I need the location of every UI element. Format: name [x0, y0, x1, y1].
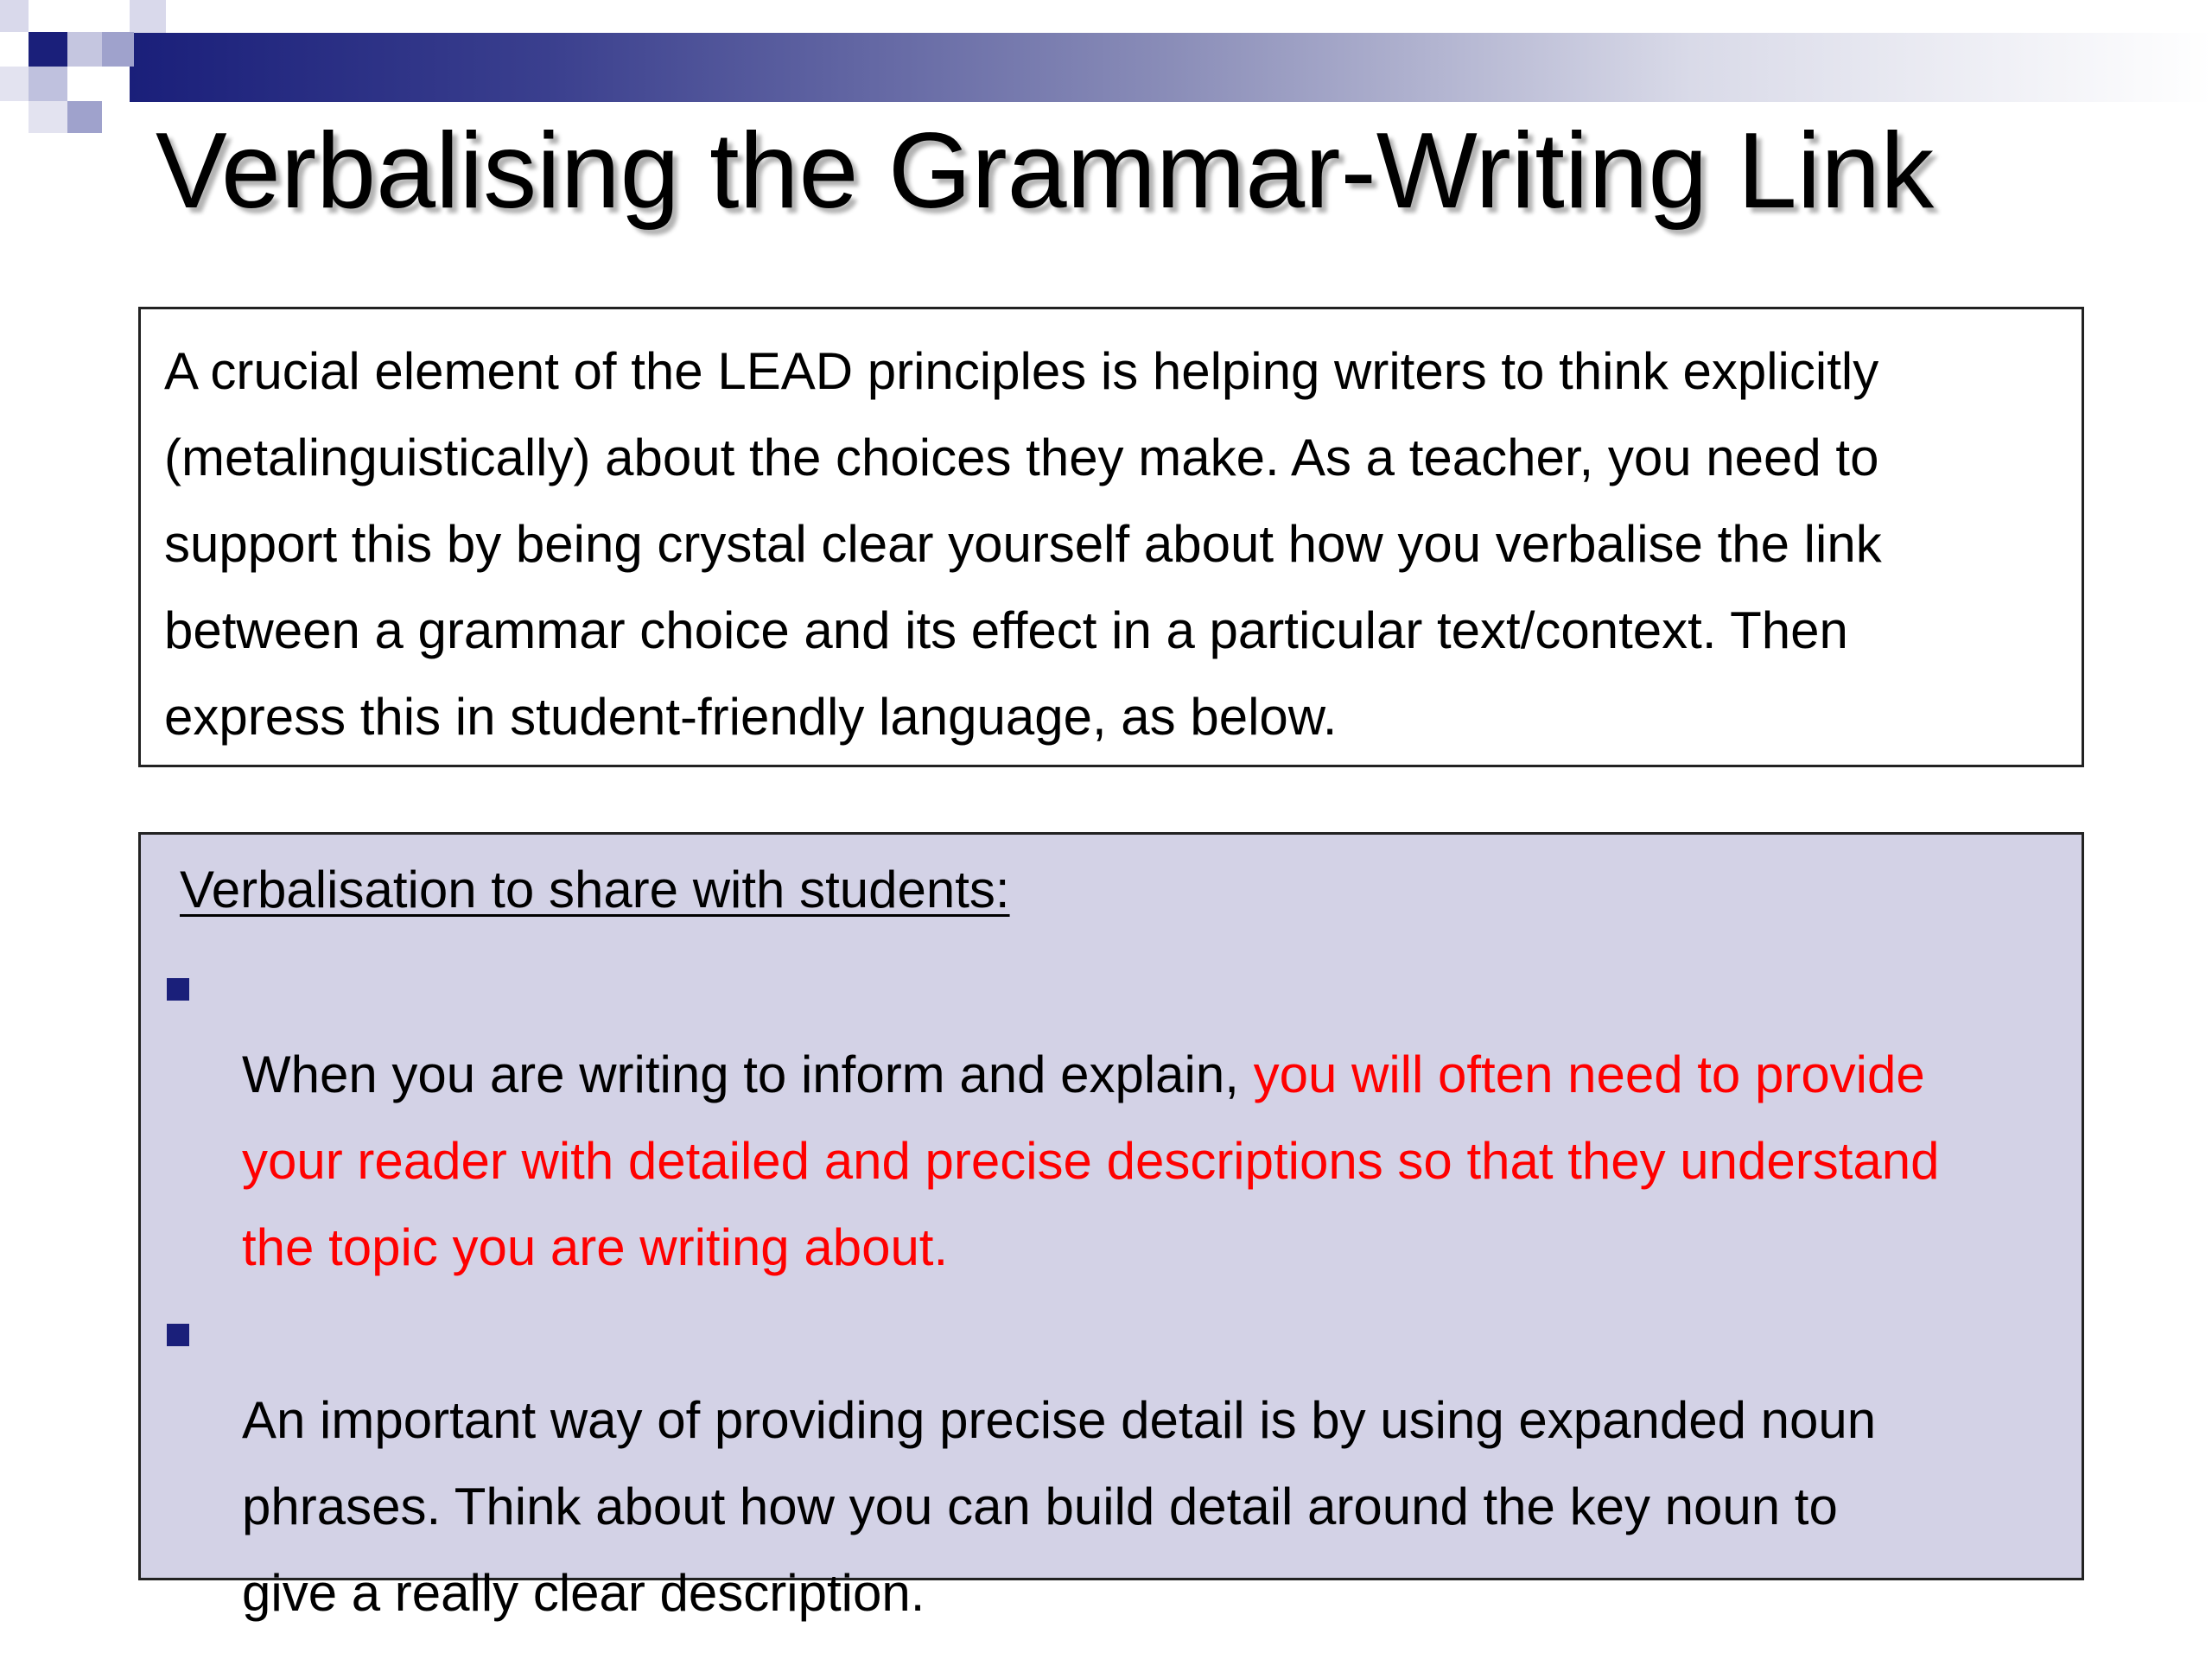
decorative-square	[67, 32, 102, 67]
intro-paragraph: A crucial element of the LEAD principles is helping writers to think explicitly (metalinguistically) about the choices they make. As a teacher, you need to support this by being crystal clear yourself about how you verbalise the link between a grammar choice and its effect in a particular text/context. Then express this in student-friendly language, as below.	[164, 342, 1882, 746]
header-gradient-banner	[130, 33, 2212, 102]
decorative-square	[29, 67, 67, 101]
list-item	[141, 945, 2082, 1291]
verbalisation-box	[138, 832, 2084, 1622]
decorative-square	[130, 0, 166, 33]
bullet-text: When you are writing to inform and explain,	[242, 1046, 1254, 1103]
square-bullet-icon	[167, 978, 189, 1001]
square-bullet-icon	[167, 1324, 189, 1346]
bullet-text: An important way of providing precise detail is by using expanded noun phrases. Think about how you can build detail around the key noun to give a really clear description.	[242, 1391, 1877, 1622]
intro-text-box	[138, 307, 2084, 767]
list-item	[141, 1291, 2082, 1637]
decorative-square	[29, 101, 67, 133]
verbalisation-heading: Verbalisation to share with students:	[180, 861, 1010, 918]
slide-title: Verbalising the Grammar-Writing Link	[156, 111, 1935, 231]
decorative-square	[102, 32, 134, 67]
decorative-square	[0, 67, 29, 101]
verbalisation-bullet-list	[141, 945, 2082, 1637]
decorative-square	[29, 32, 67, 67]
decorative-square	[67, 101, 102, 133]
decorative-square	[0, 0, 29, 32]
bullet-highlight-text: you will often need to provide your reader with detailed and precise descriptions so that they understand the topic you are writing about.	[242, 1046, 1940, 1276]
